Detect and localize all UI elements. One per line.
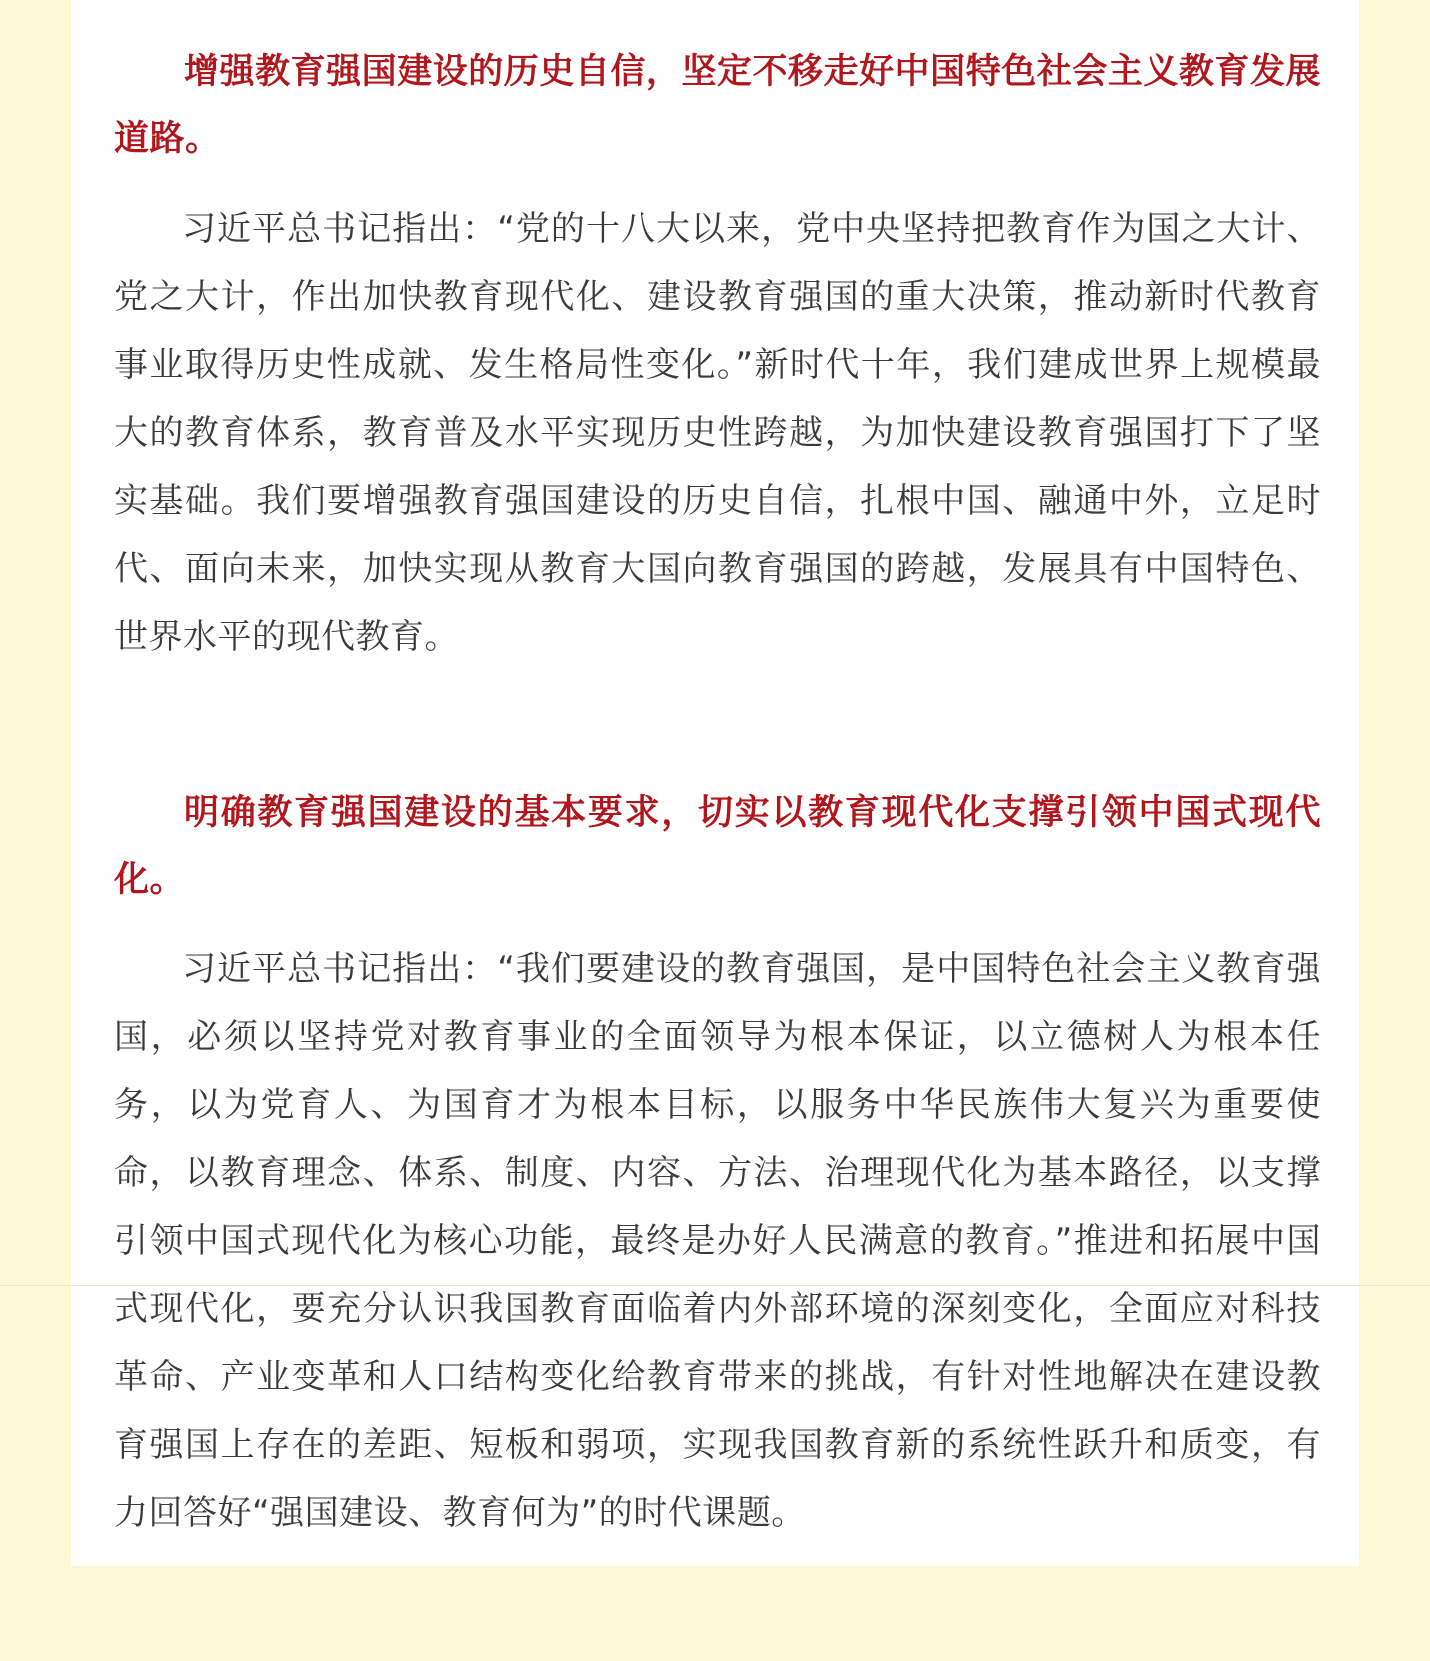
section-heading-1: 增强教育强国建设的历史自信，坚定不移走好中国特色社会主义教育发展道路。 bbox=[114, 52, 1321, 159]
section-paragraph-1: 习近平总书记指出：“党的十八大以来，党中央坚持把教育作为国之大计、党之大计，作出加快教育现代化、建设教育强国的重大决策，推动新时代教育事业取得历史性成就、发生格局性变化。”新时代十年，我们建成世界上规模最大的教育体系，教育普及水平实现历史性跨越，为加快建设教育强国打下了坚实基础。我们要增强教育强国建设的历史自信，扎根中国、融通中外，立足时代、面向未来，加快实现从教育大国向教育强国的跨越，发展具有中国特色、世界水平的现代教育。 bbox=[114, 209, 1321, 657]
page-divider-line bbox=[0, 1285, 1430, 1286]
section-paragraph-2: 习近平总书记指出：“我们要建设的教育强国，是中国特色社会主义教育强国，必须以坚持党对教育事业的全面领导为根本保证，以立德树人为根本任务，以为党育人、为国育才为根本目标，以服务中华民族伟大复兴为重要使命，以教育理念、体系、制度、内容、方法、治理现代化为基本路径，以支撑引领中国式现代化为核心功能，最终是办好人民满意的教育。”推进和拓展中国式现代化，要充分认识我国教育面临着内外部环境的深刻变化，全面应对科技革命、产业变革和人口结构变化给教育带来的挑战，有针对性地解决在建设教育强国上存在的差距、短板和弱项，实现我国教育新的系统性跃升和质变，有力回答好“强国建设、教育何为”的时代课题。 bbox=[114, 949, 1321, 1533]
article-panel bbox=[71, 0, 1359, 1566]
section-heading-2: 明确教育强国建设的基本要求，切实以教育现代化支撑引领中国式现代化。 bbox=[114, 793, 1321, 900]
